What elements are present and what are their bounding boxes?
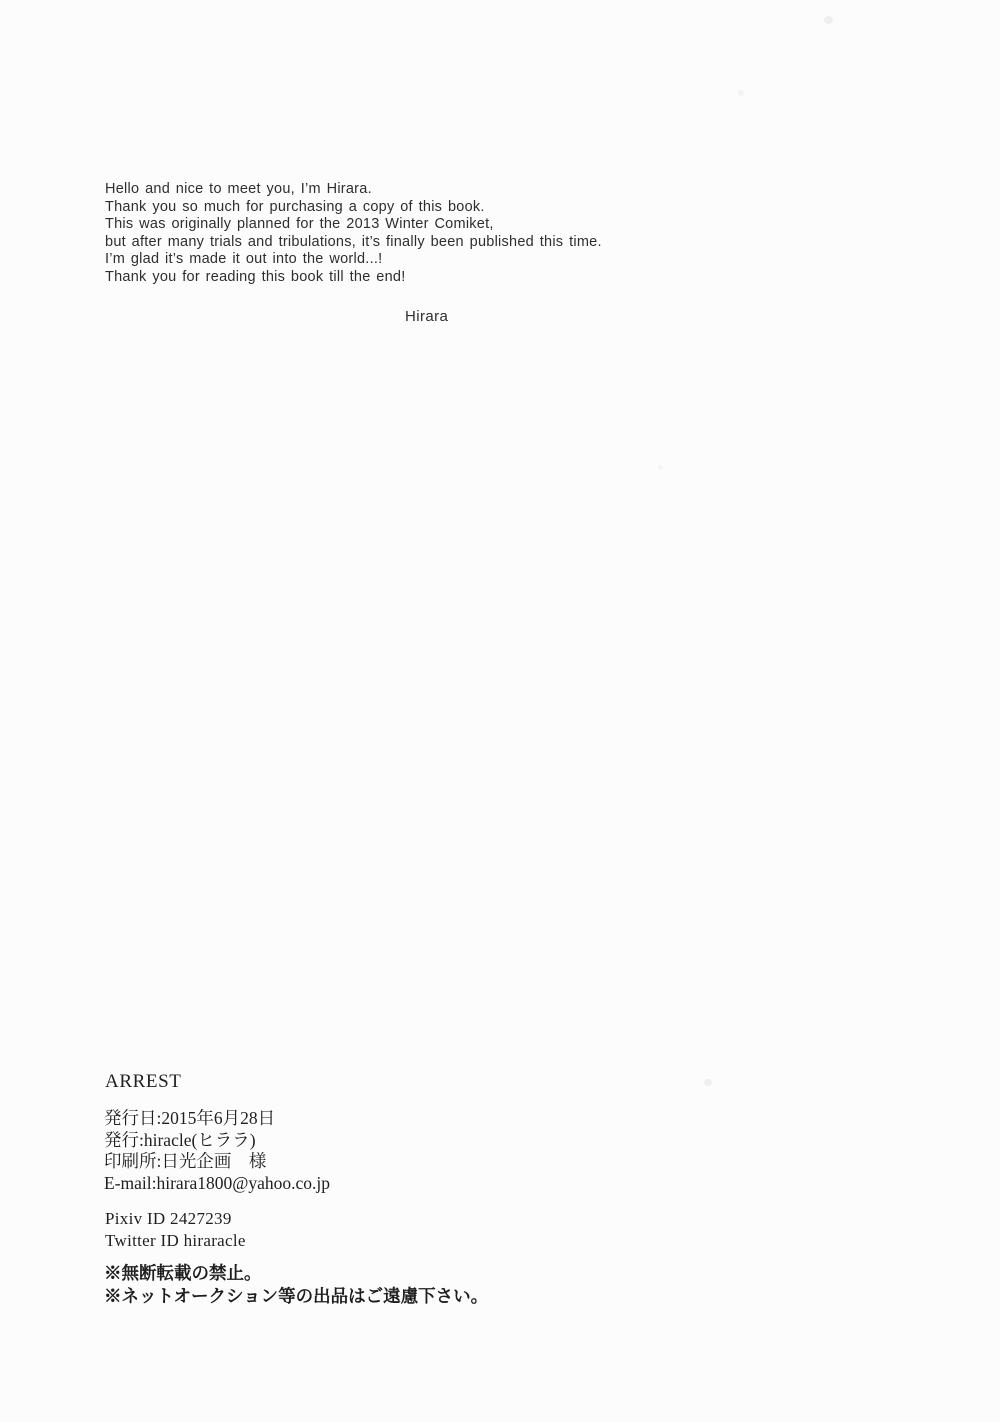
publication-info xyxy=(104,1108,330,1194)
afterword-line: but after many trials and tribulations, it’s finally been published this time. xyxy=(105,233,602,250)
afterword-line: Thank you for reading this book till the end! xyxy=(105,268,406,285)
scan-artifact xyxy=(658,465,663,470)
account-ids xyxy=(105,1208,246,1252)
publisher-line: 発行:hiracle(ヒララ) xyxy=(104,1129,256,1150)
legal-notices xyxy=(104,1262,488,1308)
scan-artifact xyxy=(704,1079,712,1086)
afterword-line: I’m glad it’s made it out into the world...! xyxy=(105,251,383,267)
afterword-line: Hello and nice to meet you, I’m Hirara. xyxy=(105,181,372,197)
publication-date-line: 発行日:2015年6月28日 xyxy=(104,1108,276,1128)
pixiv-id-line: Pixiv ID 2427239 xyxy=(105,1209,232,1228)
afterword-line: This was originally planned for the 2013 Winter Comiket, xyxy=(105,216,494,232)
no-auction-notice: ※ネットオークション等の出品はご遠慮下さい。 xyxy=(104,1286,489,1306)
scan-artifact xyxy=(738,90,744,96)
book-title: ARREST xyxy=(105,1071,182,1092)
no-reproduction-notice: ※無断転載の禁止。 xyxy=(104,1263,262,1283)
afterword-line: Thank you so much for purchasing a copy of this book. xyxy=(105,198,485,215)
email-line: E-mail:hirara1800@yahoo.co.jp xyxy=(104,1172,331,1193)
twitter-id-line: Twitter ID hiraracle xyxy=(105,1231,246,1250)
printer-line: 印刷所:日光企画 様 xyxy=(104,1151,267,1171)
author-signature: Hirara xyxy=(405,308,449,325)
scan-artifact xyxy=(824,16,833,24)
afterword-paragraph xyxy=(105,181,602,286)
